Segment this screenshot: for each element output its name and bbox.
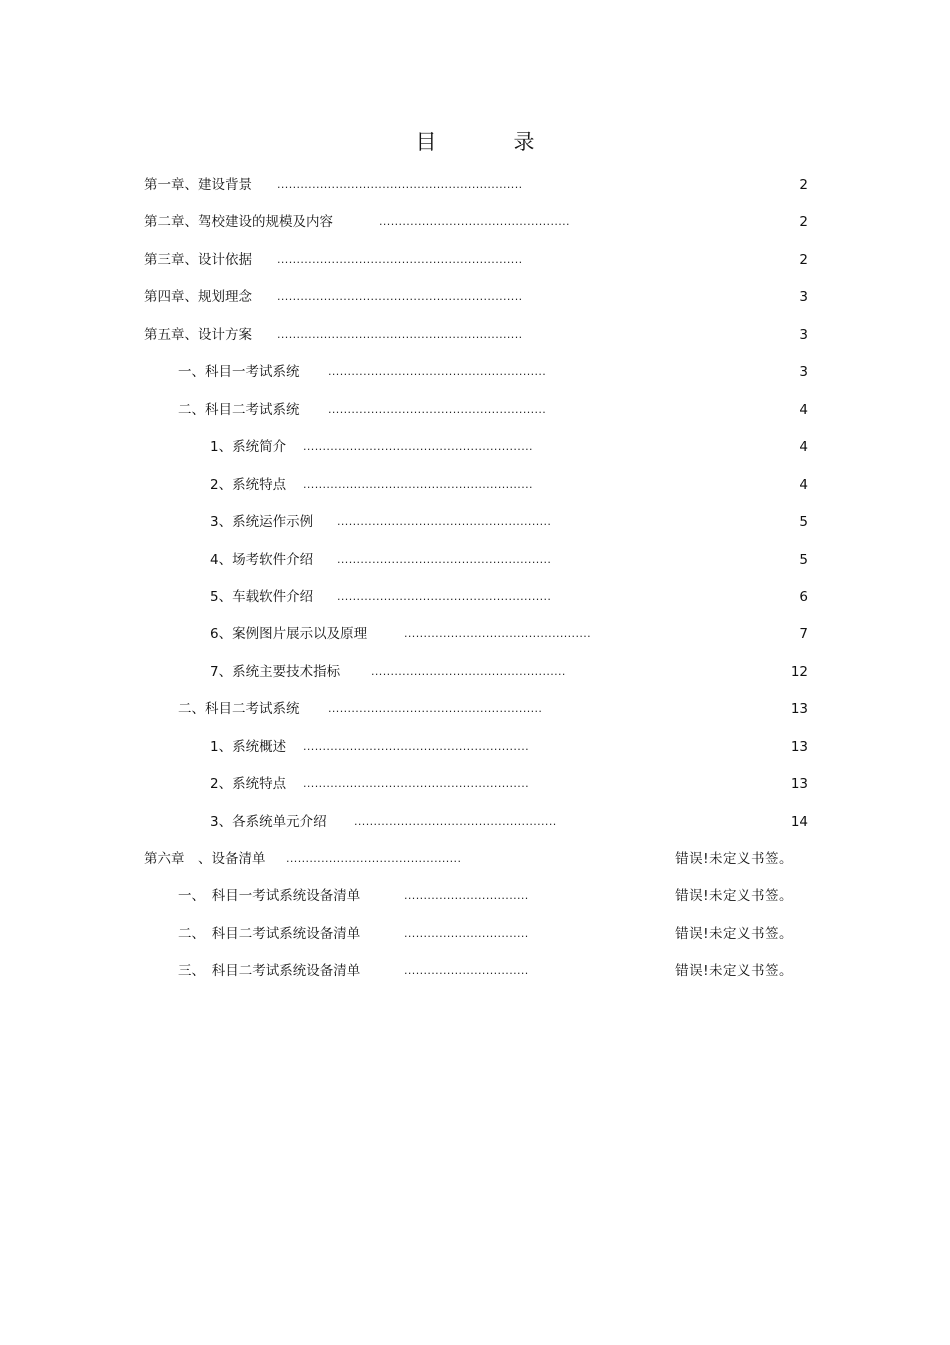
toc-entry-page-number: 3 (799, 364, 808, 380)
toc-entry-label: 二、科目二考试系统 (178, 402, 300, 418)
toc-entry-page-number: 4 (799, 477, 808, 493)
toc-entry-label: 6、案例图片展示以及原理 (210, 626, 368, 642)
toc-entry-leader-dots: ............................................. (286, 852, 462, 865)
toc-entry-label: 二、 科目二考试系统设备清单 (178, 926, 361, 942)
toc-entry-bookmark-error: 错误!未定义书签。 (675, 926, 793, 942)
toc-entry[interactable] (178, 699, 808, 719)
toc-entry-page-number: 6 (799, 589, 808, 605)
toc-entry[interactable] (144, 250, 808, 270)
toc-entry-leader-dots: ....................................................... (337, 553, 552, 566)
toc-entry[interactable] (210, 437, 808, 457)
toc-entry-bookmark-error: 错误!未定义书签。 (675, 963, 793, 979)
toc-entry[interactable] (178, 400, 808, 420)
toc-entry-leader-dots: .......................................................... (303, 777, 530, 790)
toc-entry-bookmark-error: 错误!未定义书签。 (675, 888, 793, 904)
toc-entry-label: 3、各系统单元介绍 (210, 814, 327, 830)
toc-entry[interactable] (210, 662, 808, 682)
toc-entry[interactable] (144, 849, 793, 869)
toc-entry[interactable] (210, 624, 808, 644)
toc-entry-page-number: 2 (799, 252, 808, 268)
toc-entry-label: 2、系统特点 (210, 477, 287, 493)
toc-entry[interactable] (210, 812, 808, 832)
toc-entry-label: 5、车载软件介绍 (210, 589, 314, 605)
toc-entry[interactable] (210, 475, 808, 495)
toc-entry[interactable] (178, 961, 793, 981)
toc-entry[interactable] (210, 512, 808, 532)
toc-entry-leader-dots: ................................ (404, 927, 529, 940)
toc-entry-label: 4、场考软件介绍 (210, 552, 314, 568)
toc-entry-leader-dots: ............................................................... (277, 253, 523, 266)
toc-entry-label: 第四章、规划理念 (144, 289, 252, 305)
toc-entry[interactable] (178, 924, 793, 944)
toc-entry-label: 第五章、设计方案 (144, 327, 252, 343)
toc-entry-label: 第三章、设计依据 (144, 252, 252, 268)
toc-entry-page-number: 7 (799, 626, 808, 642)
toc-entry-leader-dots: ........................................................... (303, 440, 533, 453)
toc-entry-label: 1、系统概述 (210, 739, 287, 755)
toc-entry-leader-dots: ............................................................... (277, 178, 523, 191)
toc-entry-bookmark-error: 错误!未定义书签。 (675, 851, 793, 867)
toc-entry-leader-dots: ....................................................... (337, 515, 552, 528)
toc-entry-leader-dots: .................................................... (354, 815, 557, 828)
toc-entry-leader-dots: ............................................................... (277, 328, 523, 341)
toc-entry[interactable] (144, 325, 808, 345)
toc-entry-label: 1、系统简介 (210, 439, 287, 455)
toc-entry-label: 第二章、驾校建设的规模及内容 (144, 214, 333, 230)
toc-entry[interactable] (144, 175, 808, 195)
toc-entry-leader-dots: ........................................................... (303, 478, 533, 491)
toc-entry-label: 第六章 、设备清单 (144, 851, 266, 867)
toc-entry[interactable] (178, 362, 808, 382)
toc-entry[interactable] (178, 886, 793, 906)
toc-entry-page-number: 2 (799, 214, 808, 230)
toc-entry-leader-dots: ................................................. (379, 215, 570, 228)
toc-entry[interactable] (210, 737, 808, 757)
toc-entry-label: 7、系统主要技术指标 (210, 664, 341, 680)
toc-entry-leader-dots: ........................................................ (328, 365, 547, 378)
toc-entry-label: 2、系统特点 (210, 776, 287, 792)
toc-entry-leader-dots: ................................ (404, 889, 529, 902)
toc-entry-leader-dots: .......................................................... (303, 740, 530, 753)
toc-entry-leader-dots: ............................................................... (277, 290, 523, 303)
toc-entry-label: 一、 科目一考试系统设备清单 (178, 888, 361, 904)
toc-entry-label: 3、系统运作示例 (210, 514, 314, 530)
toc-title: 目 录 (415, 130, 563, 154)
toc-entry-label: 三、 科目二考试系统设备清单 (178, 963, 361, 979)
toc-entry-label: 二、科目二考试系统 (178, 701, 300, 717)
toc-entry[interactable] (144, 212, 808, 232)
toc-entry-leader-dots: ................................ (404, 964, 529, 977)
toc-entry-page-number: 4 (799, 439, 808, 455)
toc-entry[interactable] (210, 587, 808, 607)
toc-entry-leader-dots: ....................................................... (337, 590, 552, 603)
toc-entry-page-number: 2 (799, 177, 808, 193)
toc-entry-leader-dots: ........................................................ (328, 403, 547, 416)
toc-entry-label: 第一章、建设背景 (144, 177, 252, 193)
toc-entry-page-number: 5 (799, 552, 808, 568)
toc-entry[interactable] (210, 774, 808, 794)
toc-entry-page-number: 12 (790, 664, 808, 680)
toc-entry-leader-dots: .................................................. (371, 665, 566, 678)
toc-entry-page-number: 14 (790, 814, 808, 830)
toc-entry-page-number: 13 (790, 739, 808, 755)
toc-entry-page-number: 3 (799, 327, 808, 343)
toc-entry[interactable] (210, 550, 808, 570)
toc-entry-leader-dots: ................................................ (404, 627, 592, 640)
toc-entry-page-number: 3 (799, 289, 808, 305)
toc-entry-page-number: 13 (790, 776, 808, 792)
toc-entry-page-number: 13 (790, 701, 808, 717)
toc-entry-label: 一、科目一考试系统 (178, 364, 300, 380)
toc-entry-page-number: 4 (799, 402, 808, 418)
toc-entry[interactable] (144, 287, 808, 307)
toc-entry-leader-dots: ....................................................... (328, 702, 543, 715)
toc-entry-page-number: 5 (799, 514, 808, 530)
